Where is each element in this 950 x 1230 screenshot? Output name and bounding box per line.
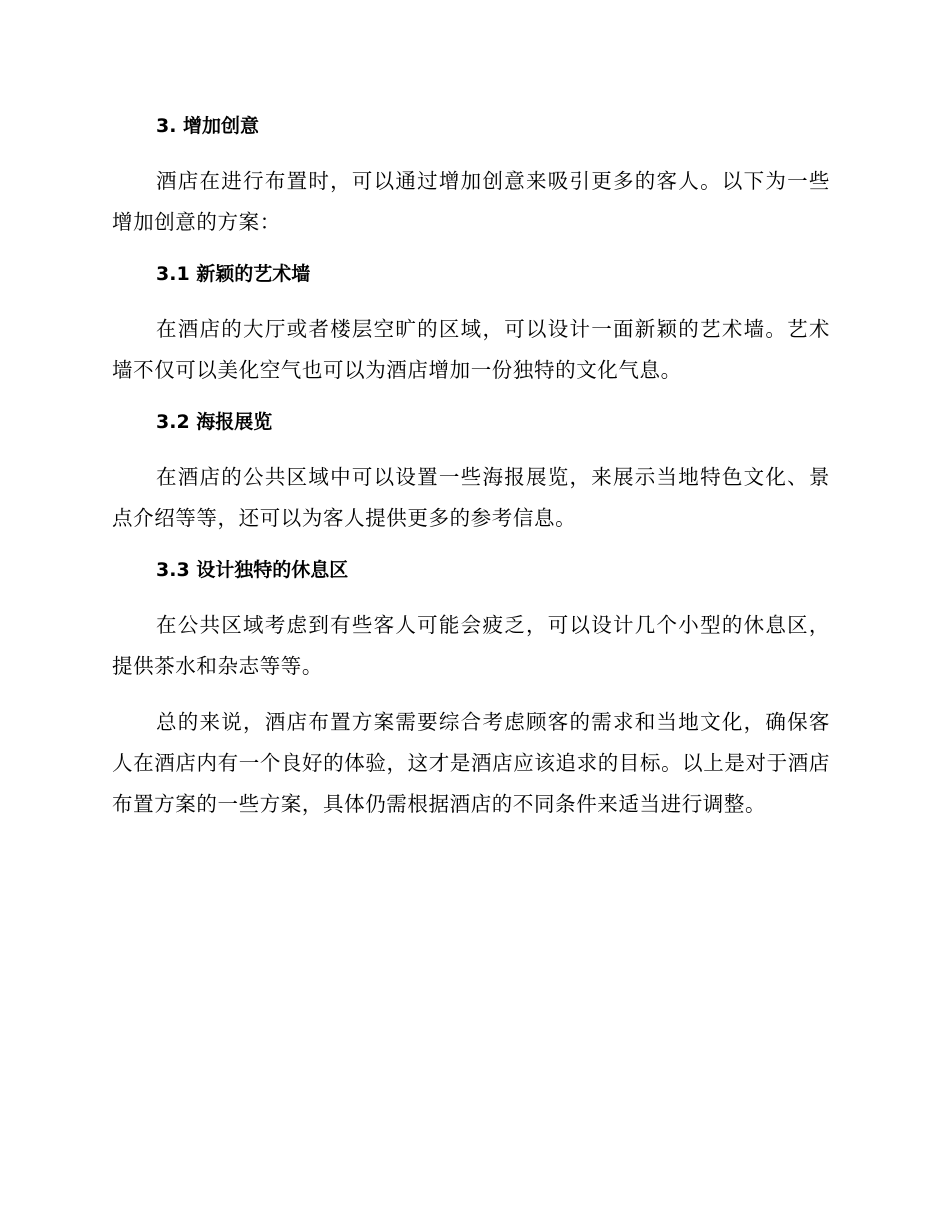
section-paragraph-3: 酒店在进行布置时，可以通过增加创意来吸引更多的客人。以下为一些增加创意的方案： xyxy=(112,169,830,234)
conclusion-paragraph: 总的来说，酒店布置方案需要综合考虑顾客的需求和当地文化，确保客人在酒店内有一个良好的体验，这才是酒店应该追求的目标。以上是对于酒店布置方案的一些方案，具体仍需根据酒店的不同条件来适当进行调整。 xyxy=(112,710,830,816)
section-heading-3: 3. 增加创意 xyxy=(156,115,260,137)
section-paragraph-3-2: 在酒店的公共区域中可以设置一些海报展览，来展示当地特色文化、景点介绍等等，还可以为客人提供更多的参考信息。 xyxy=(112,465,830,530)
section-paragraph-3-3: 在公共区域考虑到有些客人可能会疲乏，可以设计几个小型的休息区，提供茶水和杂志等等。 xyxy=(112,613,830,678)
section-heading-3-2: 3.2 海报展览 xyxy=(156,411,273,433)
section-paragraph-3-1: 在酒店的大厅或者楼层空旷的区域，可以设计一面新颖的艺术墙。艺术墙不仅可以美化空气也可以为酒店增加一份独特的文化气息。 xyxy=(112,317,830,382)
section-heading-3-3: 3.3 设计独特的休息区 xyxy=(156,559,349,581)
section-heading-3-1: 3.1 新颖的艺术墙 xyxy=(156,263,311,285)
document-body xyxy=(112,108,830,825)
